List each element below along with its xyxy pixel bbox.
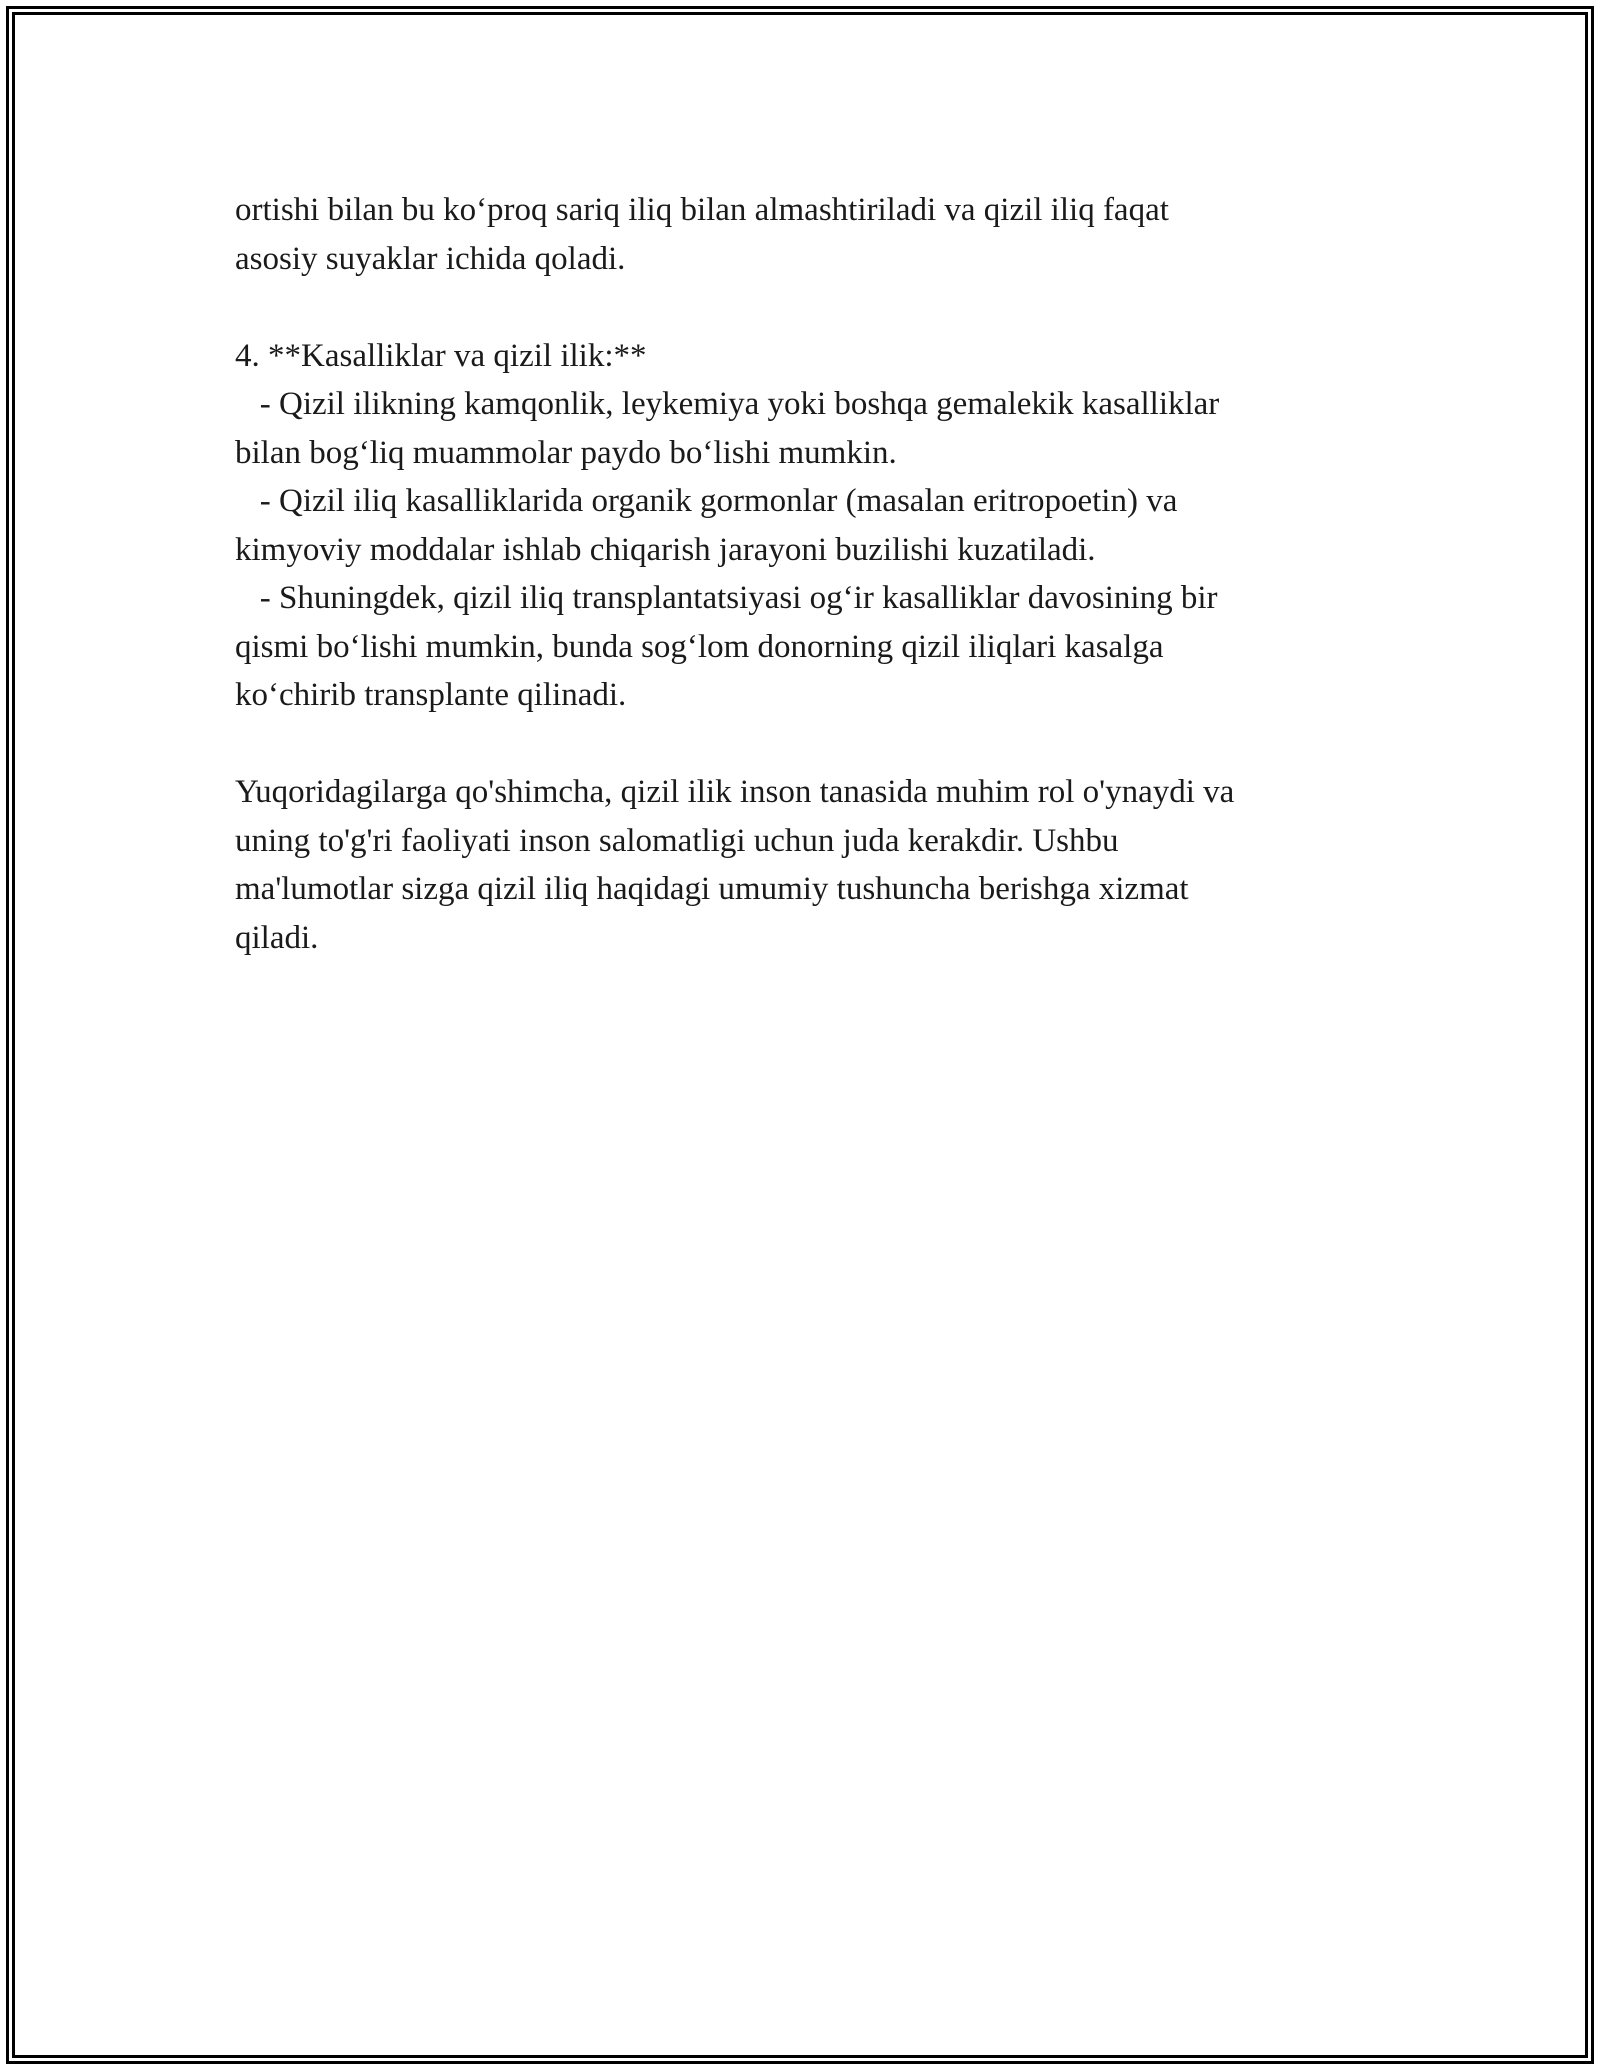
- list-item: [235, 380, 1375, 477]
- text-line: ma'lumotlar sizga qizil iliq haqidagi umumiy tushuncha berishga xizmat: [235, 871, 1189, 907]
- text-line: - Shuningdek, qizil iliq transplantatsiyasi og‘ir kasalliklar davosining bir: [235, 580, 1218, 616]
- paragraph-gap: [235, 283, 1375, 332]
- list-item: [235, 574, 1375, 720]
- text-line: qiladi.: [235, 919, 319, 956]
- text-line: uning to'g'ri faoliyati inson salomatligi uchun juda kerakdir. Ushbu: [235, 822, 1119, 859]
- text-line: bilan bog‘liq muammolar paydo bo‘lishi mumkin.: [235, 434, 897, 471]
- text-line: - Qizil iliq kasalliklarida organik gormonlar (masalan eritropoetin) va: [235, 483, 1178, 519]
- document-body: [235, 186, 1375, 962]
- section-heading: 4. **Kasalliklar va qizil ilik:**: [235, 337, 647, 374]
- paragraph-conclusion: [235, 768, 1375, 962]
- list-item: [235, 477, 1375, 574]
- paragraph-gap: [235, 720, 1375, 769]
- text-line: ortishi bilan bu ko‘proq sariq iliq bilan almashtiriladi va qizil iliq faqat: [235, 192, 1169, 228]
- text-line: kimyoviy moddalar ishlab chiqarish jarayoni buzilishi kuzatiladi.: [235, 531, 1096, 568]
- paragraph-intro: [235, 186, 1375, 283]
- text-line: qismi bo‘lishi mumkin, bunda sog‘lom donorning qizil iliqlari kasalga: [235, 628, 1164, 665]
- text-line: - Qizil ilikning kamqonlik, leykemiya yoki boshqa gemalekik kasalliklar: [235, 386, 1220, 422]
- section-diseases: [235, 332, 1375, 720]
- text-line: Yuqoridagilarga qo'shimcha, qizil ilik inson tanasida muhim rol o'ynaydi va: [235, 774, 1235, 810]
- text-line: asosiy suyaklar ichida qoladi.: [235, 240, 626, 277]
- text-line: ko‘chirib transplante qilinadi.: [235, 677, 627, 713]
